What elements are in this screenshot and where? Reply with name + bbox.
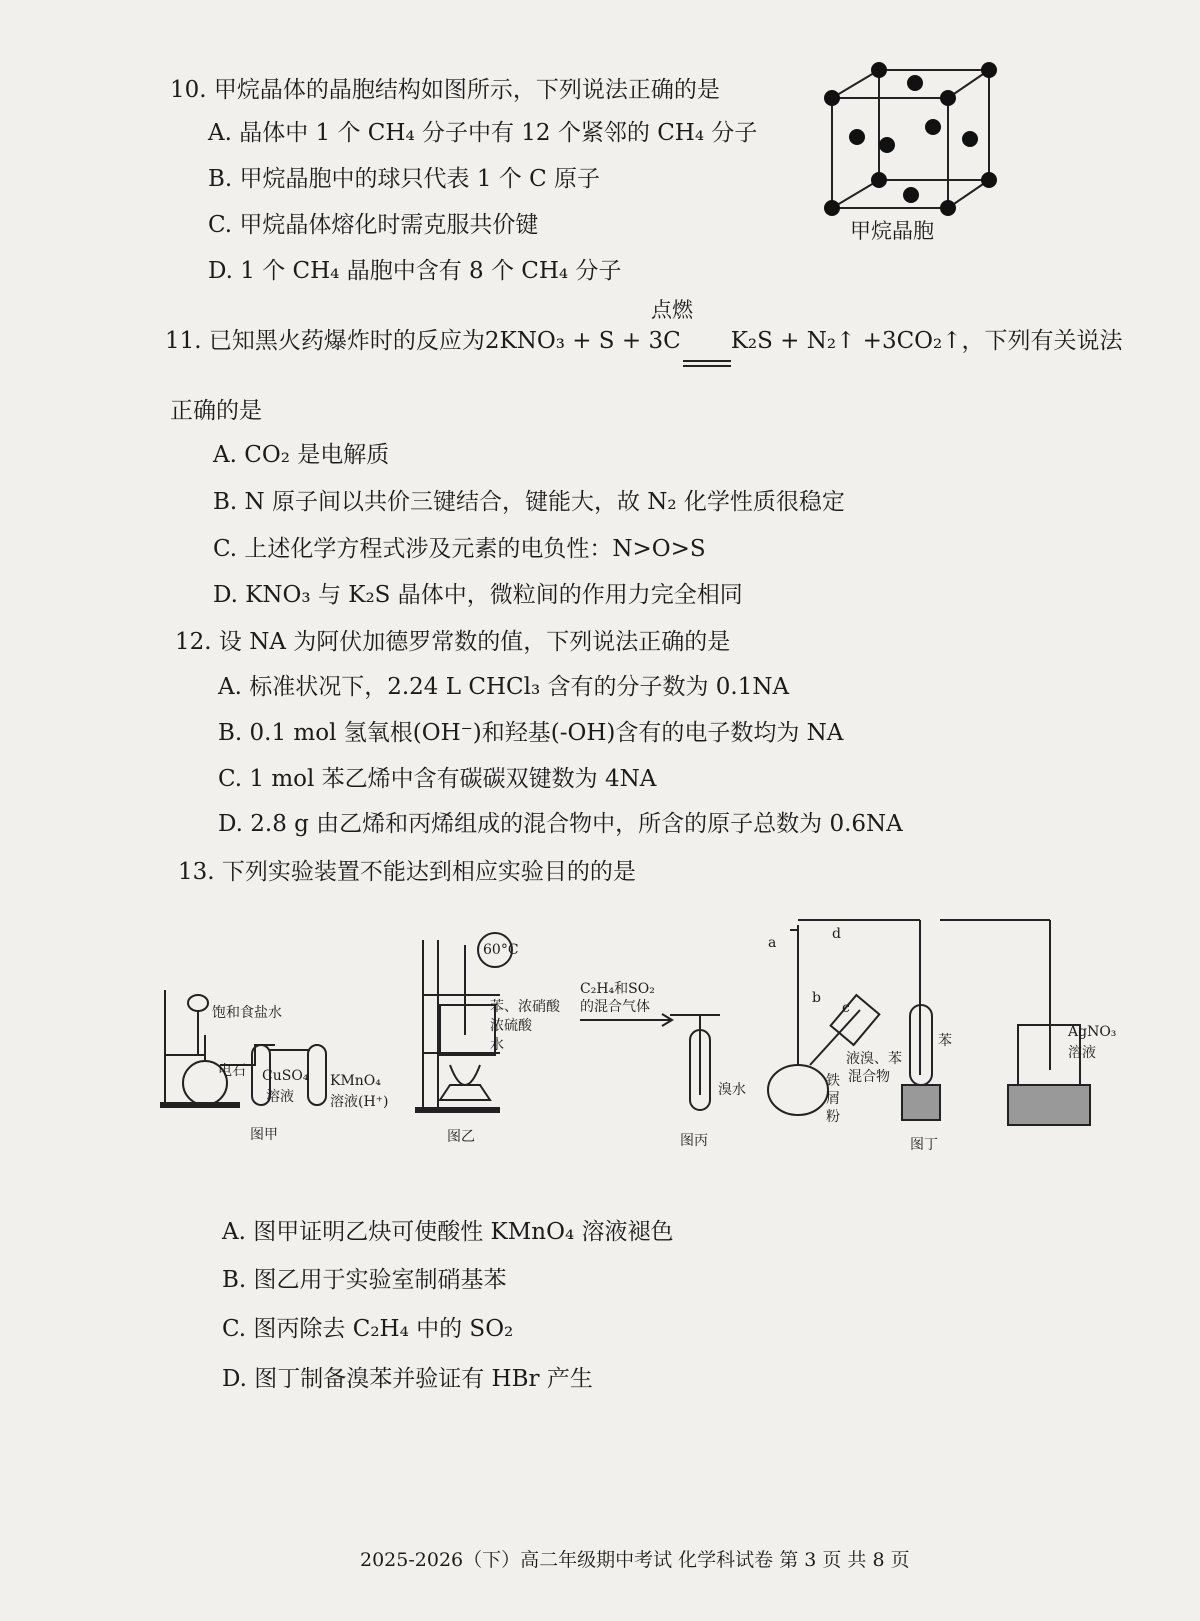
yi-label-sulfuric: 浓硫酸 <box>490 1018 532 1034</box>
option-text: 标准状况下，2.24 L CHCl₃ 含有的分子数为 0.1NA <box>249 674 790 700</box>
q11-option-b <box>213 487 845 517</box>
yi-caption: 图乙 <box>447 1129 475 1145</box>
option-text: 上述化学方程式涉及元素的电负性：N>O>S <box>244 536 706 562</box>
q12-option-d <box>218 809 903 839</box>
option-label: C. <box>213 536 238 562</box>
q10-stem <box>170 75 720 105</box>
option-label: D. <box>213 582 238 608</box>
jia-label-kmno4: KMnO₄ <box>330 1073 381 1089</box>
option-label: C. <box>222 1316 247 1342</box>
option-label: A. <box>213 442 237 468</box>
q10-option-a <box>208 118 757 148</box>
ding-label-d: d <box>832 926 841 942</box>
option-text: KNO₃ 与 K₂S 晶体中，微粒间的作用力完全相同 <box>245 582 743 608</box>
option-text: 2.8 g 由乙烯和丙烯组成的混合物中，所含的原子总数为 0.6NA <box>250 811 903 837</box>
option-text: 0.1 mol 氢氧根(OH⁻)和羟基(-OH)含有的电子数均为 NA <box>249 720 844 746</box>
option-label: C. <box>208 212 233 238</box>
option-text: N 原子间以共价三键结合，键能大，故 N₂ 化学性质很稳定 <box>244 489 845 515</box>
q11-option-d <box>213 580 743 610</box>
option-label: B. <box>208 166 233 192</box>
ding-caption: 图丁 <box>910 1137 938 1153</box>
jia-label-solution: 溶液 <box>266 1089 294 1105</box>
q12-stem <box>175 627 730 657</box>
option-text: 甲烷晶胞中的球只代表 1 个 C 原子 <box>239 166 601 192</box>
option-text: 图丁制备溴苯并验证有 HBr 产生 <box>254 1366 593 1392</box>
q11-number: 11. <box>165 328 202 354</box>
option-label: A. <box>222 1219 246 1245</box>
q13-stem <box>178 857 636 887</box>
q10-option-d <box>208 256 621 286</box>
option-label: D. <box>222 1366 247 1392</box>
q12-stem-text: 设 NA 为阿伏加德罗常数的值，下列说法正确的是 <box>218 629 731 655</box>
bing-label-gas: C₂H₄和SO₂ <box>580 981 655 997</box>
q10-stem-text: 甲烷晶体的晶胞结构如图所示，下列说法正确的是 <box>213 77 720 103</box>
option-text: 1 mol 苯乙烯中含有碳碳双键数为 4NA <box>249 766 657 792</box>
option-label: C. <box>218 766 243 792</box>
q11-option-a <box>213 440 389 470</box>
q11-stem-post: ，下列有关说法 <box>961 328 1123 354</box>
ding-label-a: a <box>768 935 777 951</box>
q11-stem <box>165 326 1123 356</box>
yi-label-reagents: 苯、浓硝酸 <box>490 999 560 1015</box>
q10-figure-caption: 甲烷晶胞 <box>850 219 934 243</box>
apparatus-figures <box>150 905 1130 1165</box>
q12-number: 12. <box>175 629 212 655</box>
option-text: 图丙除去 C₂H₄ 中的 SO₂ <box>253 1316 514 1342</box>
option-label: D. <box>218 811 243 837</box>
ding-label-powder: 粉 <box>826 1109 840 1125</box>
ding-label-agno3: AgNO₃ <box>1068 1024 1117 1040</box>
ding-label-mixture: 混合物 <box>848 1069 890 1085</box>
option-label: B. <box>213 489 238 515</box>
q12-option-a <box>218 672 789 702</box>
q12-option-b <box>218 718 843 748</box>
ding-label-c: c <box>842 1000 850 1016</box>
yi-label-temp: 60°C <box>483 942 519 958</box>
option-text: 图乙用于实验室制硝基苯 <box>253 1267 507 1293</box>
ding-label-filings: 屑 <box>826 1091 840 1107</box>
option-text: CO₂ 是电解质 <box>244 442 390 468</box>
option-text: 甲烷晶体熔化时需克服共价键 <box>239 212 539 238</box>
option-label: B. <box>222 1267 247 1293</box>
q11-stem-cont: 正确的是 <box>170 398 262 424</box>
option-text: 晶体中 1 个 CH₄ 分子中有 12 个紧邻的 CH₄ 分子 <box>239 120 758 146</box>
q10-option-c <box>208 210 538 240</box>
q11-stem-pre: 已知黑火药爆炸时的反应为 <box>208 328 485 354</box>
q13-option-d <box>222 1364 593 1394</box>
ding-label-b: b <box>812 990 821 1006</box>
page-footer: 2025-2026（下）高二年级期中考试 化学科试卷 第 3 页 共 8 页 <box>360 1549 910 1571</box>
jia-caption: 图甲 <box>250 1127 278 1143</box>
q13-number: 13. <box>178 859 215 885</box>
q11-equation-left: 2KNO₃ + S + 3C <box>484 328 681 354</box>
q11-option-c <box>213 534 706 564</box>
q13-stem-text: 下列实验装置不能达到相应实验目的的是 <box>221 859 636 885</box>
bing-label-gas-2: 的混合气体 <box>580 999 650 1015</box>
q10-option-b <box>208 164 600 194</box>
q13-option-c <box>222 1314 513 1344</box>
q11-equation-right: K₂S + N₂↑ +3CO₂↑ <box>730 328 962 354</box>
q13-option-b <box>222 1265 507 1295</box>
jia-label-carbide: 电石 <box>218 1063 246 1079</box>
q12-option-c <box>218 764 656 794</box>
jia-label-acid-solution: 溶液(H⁺) <box>330 1094 389 1110</box>
ding-label-bromine-benzene: 液溴、苯 <box>846 1051 902 1067</box>
option-text: 图甲证明乙炔可使酸性 KMnO₄ 溶液褪色 <box>253 1219 674 1245</box>
option-label: B. <box>218 720 243 746</box>
jia-label-cuso4: CuSO₄ <box>262 1068 309 1084</box>
q11-reaction-condition: 点燃 <box>651 298 693 322</box>
q13-option-a <box>222 1217 673 1247</box>
yi-label-water: 水 <box>490 1037 504 1053</box>
option-label: A. <box>208 120 232 146</box>
ding-label-agno3-solution: 溶液 <box>1068 1045 1096 1061</box>
option-label: D. <box>208 258 233 284</box>
option-label: A. <box>218 674 242 700</box>
ding-label-benzene: 苯 <box>938 1033 952 1049</box>
option-text: 1 个 CH₄ 晶胞中含有 8 个 CH₄ 分子 <box>240 258 622 284</box>
jia-label-brine: 饱和食盐水 <box>212 1005 282 1021</box>
bing-label-bromine-water: 溴水 <box>718 1082 746 1098</box>
bing-caption: 图丙 <box>680 1133 708 1149</box>
ding-label-iron: 铁 <box>826 1073 840 1089</box>
q10-number: 10. <box>170 77 207 103</box>
